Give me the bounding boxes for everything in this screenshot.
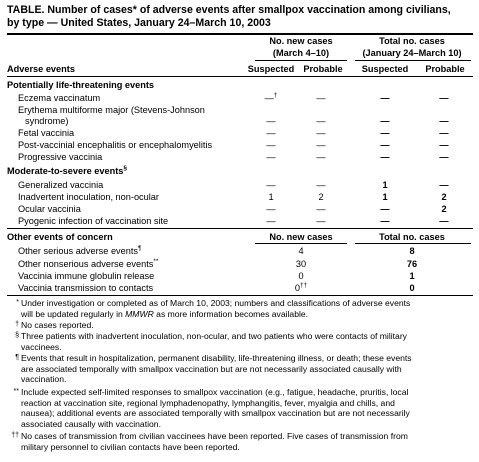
row-label: Ocular vaccinia bbox=[18, 204, 81, 214]
footnote-double-asterisk: ** Include expected self-limited responses to smallpox vaccination (e.g., fatigue, headache, pruritis, local reaction at vaccination site, regional lymphadenopathy, lymphangitis, fever, myalgia and chills, and nausea); additional events are associated temporally with smallpox vaccination but are not necessarily associated causally with vaccination. bbox=[7, 387, 473, 429]
footnote-dagger: † No cases reported. bbox=[7, 320, 473, 331]
table-title bbox=[7, 4, 475, 30]
col-adverse-events: Adverse events bbox=[7, 64, 75, 74]
table-row bbox=[0, 139, 479, 151]
header-rule bbox=[7, 76, 473, 77]
cell-suspected: — bbox=[266, 140, 276, 150]
cell-total-suspected: — bbox=[380, 204, 390, 214]
total-cases-header: Total no. cases bbox=[379, 36, 445, 46]
row-label: Generalized vaccinia bbox=[18, 180, 104, 190]
cell-total-probable: — bbox=[439, 140, 449, 150]
cell-total-cases: 0 bbox=[409, 283, 415, 293]
footnote-mark: * bbox=[16, 299, 19, 306]
footnote-mark: † bbox=[15, 321, 19, 328]
cell-new-cases: 0 bbox=[298, 271, 304, 281]
col-suspected-new: Suspected bbox=[247, 64, 295, 74]
row-label: Progressive vaccinia bbox=[18, 152, 103, 162]
title-line-1: TABLE. Number of cases* of adverse events after smallpox vaccination among civilians, bbox=[7, 4, 451, 16]
new-cases-header: No. new cases bbox=[269, 36, 333, 46]
cell-probable: — bbox=[316, 180, 326, 190]
section-title: Potentially life-threatening events bbox=[7, 80, 155, 90]
cell-probable: — bbox=[316, 128, 326, 138]
cell-total-cases: 76 bbox=[406, 259, 418, 269]
section-rule bbox=[7, 228, 473, 229]
cell-suspected: — bbox=[266, 204, 276, 214]
row-label: Pyogenic infection of vaccination site bbox=[18, 216, 169, 226]
cell-total-suspected: — bbox=[380, 216, 390, 226]
cell-suspected: — bbox=[266, 116, 276, 126]
cell-suspected: — bbox=[266, 180, 276, 190]
cell-total-probable: 2 bbox=[441, 192, 447, 202]
total-cases-underline bbox=[355, 60, 471, 61]
cell-total-probable: — bbox=[439, 116, 449, 126]
cell-total-cases: 8 bbox=[409, 246, 415, 256]
cell-probable: — bbox=[316, 116, 326, 126]
footnote-mark: § bbox=[15, 332, 19, 339]
title-line-2: by type — United States, January 24–March 10, 2003 bbox=[7, 17, 271, 29]
cell-total-suspected: — bbox=[380, 128, 390, 138]
cell-total-suspected: — bbox=[380, 140, 390, 150]
other-new-underline bbox=[255, 243, 347, 244]
cell-probable: — bbox=[316, 152, 326, 162]
table-row bbox=[0, 282, 479, 294]
cell-suspected: — bbox=[266, 152, 276, 162]
footnote-asterisk: * Under investigation or completed as of March 10, 2003; numbers and classifications of adverse events will be updated regularly in MMWR as more information becomes available. bbox=[7, 298, 473, 319]
table-row bbox=[0, 270, 479, 282]
cell-total-cases: 1 bbox=[409, 271, 415, 281]
bottom-rule bbox=[7, 295, 473, 296]
cell-suspected: — bbox=[266, 128, 276, 138]
section-title: Moderate-to-severe events§ bbox=[7, 164, 128, 176]
row-label: Post-vaccinial encephalitis or encephalomyelitis bbox=[18, 140, 213, 150]
table-row bbox=[0, 245, 479, 257]
cell-total-suspected: 1 bbox=[382, 180, 388, 190]
cell-total-probable: 2 bbox=[441, 204, 447, 214]
section-other-events bbox=[0, 231, 479, 243]
row-label: Other nonserious adverse events** bbox=[18, 257, 159, 269]
section-title: Other events of concern bbox=[7, 232, 113, 242]
footnote-section: § Three patients with inadvertent inoculation, non-ocular, and two patients who were contacts of military vaccinees. bbox=[7, 331, 473, 352]
total-cases-period: (January 24–March 10) bbox=[362, 48, 462, 58]
table-row-continuation bbox=[0, 115, 479, 127]
cell-total-probable: — bbox=[439, 180, 449, 190]
new-cases-underline bbox=[255, 60, 347, 61]
cell-suspected: — bbox=[266, 216, 276, 226]
cell-probable: — bbox=[316, 216, 326, 226]
table-row bbox=[0, 258, 479, 270]
other-total-cases-header: Total no. cases bbox=[379, 232, 445, 242]
table-row bbox=[0, 179, 479, 191]
cell-total-suspected: — bbox=[380, 93, 390, 103]
footnote-pilcrow: ¶ Events that result in hospitalization, permanent disability, life-threatening illness, or death; these events are associated temporally with smallpox vaccination but are not necessarily associated causally with vaccination. bbox=[7, 353, 473, 385]
row-label: Vaccinia immune globulin release bbox=[18, 271, 155, 281]
cell-new-cases: 4 bbox=[298, 246, 304, 256]
cell-total-probable: — bbox=[439, 216, 449, 226]
col-suspected-total: Suspected bbox=[361, 64, 409, 74]
other-new-cases-header: No. new cases bbox=[269, 232, 333, 242]
col-probable-total: Probable bbox=[425, 64, 465, 74]
row-label: Erythema multiforme major (Stevens-Johnson bbox=[18, 105, 205, 115]
cell-total-probable: — bbox=[439, 152, 449, 162]
cell-total-probable: — bbox=[439, 128, 449, 138]
section-moderate-severe bbox=[0, 165, 479, 177]
cell-total-probable: — bbox=[439, 93, 449, 103]
section-life-threatening bbox=[0, 79, 479, 91]
cell-total-suspected: — bbox=[380, 116, 390, 126]
row-label-continued: syndrome) bbox=[25, 116, 69, 126]
cell-probable: — bbox=[316, 204, 326, 214]
table-row bbox=[0, 92, 479, 104]
cell-new-cases: 0†† bbox=[294, 281, 308, 293]
top-rule bbox=[7, 33, 473, 35]
cell-probable: — bbox=[316, 93, 326, 103]
table-row bbox=[0, 191, 479, 203]
col-probable-new: Probable bbox=[303, 64, 343, 74]
footnote-mark: ** bbox=[13, 388, 19, 395]
table-row bbox=[0, 215, 479, 227]
column-header-row bbox=[0, 63, 479, 75]
cell-probable: — bbox=[316, 140, 326, 150]
row-label: Fetal vaccinia bbox=[18, 128, 75, 138]
row-label: Inadvertent inoculation, non-ocular bbox=[18, 192, 159, 202]
cell-suspected: 1 bbox=[268, 192, 274, 202]
other-total-underline bbox=[355, 243, 471, 244]
cell-suspected: —† bbox=[264, 91, 278, 103]
table-row bbox=[0, 151, 479, 163]
footnote-mark: ¶ bbox=[15, 354, 19, 361]
cell-total-suspected: 1 bbox=[382, 192, 388, 202]
footnote-mark: †† bbox=[11, 432, 19, 439]
row-label: Eczema vaccinatum bbox=[18, 93, 101, 103]
new-cases-period: (March 4–10) bbox=[272, 48, 330, 58]
footnote-double-dagger: †† No cases of transmission from civilian vaccinees have been reported. Five cases of transmission from military personnel to civilian contacts have been reported. bbox=[7, 431, 473, 452]
cell-new-cases: 30 bbox=[295, 259, 307, 269]
row-label: Vaccinia transmission to contacts bbox=[18, 283, 154, 293]
table-row bbox=[0, 203, 479, 215]
row-label: Other serious adverse events¶ bbox=[18, 244, 142, 256]
table-row bbox=[0, 127, 479, 139]
cell-probable: 2 bbox=[318, 192, 324, 202]
cell-total-suspected: — bbox=[380, 152, 390, 162]
